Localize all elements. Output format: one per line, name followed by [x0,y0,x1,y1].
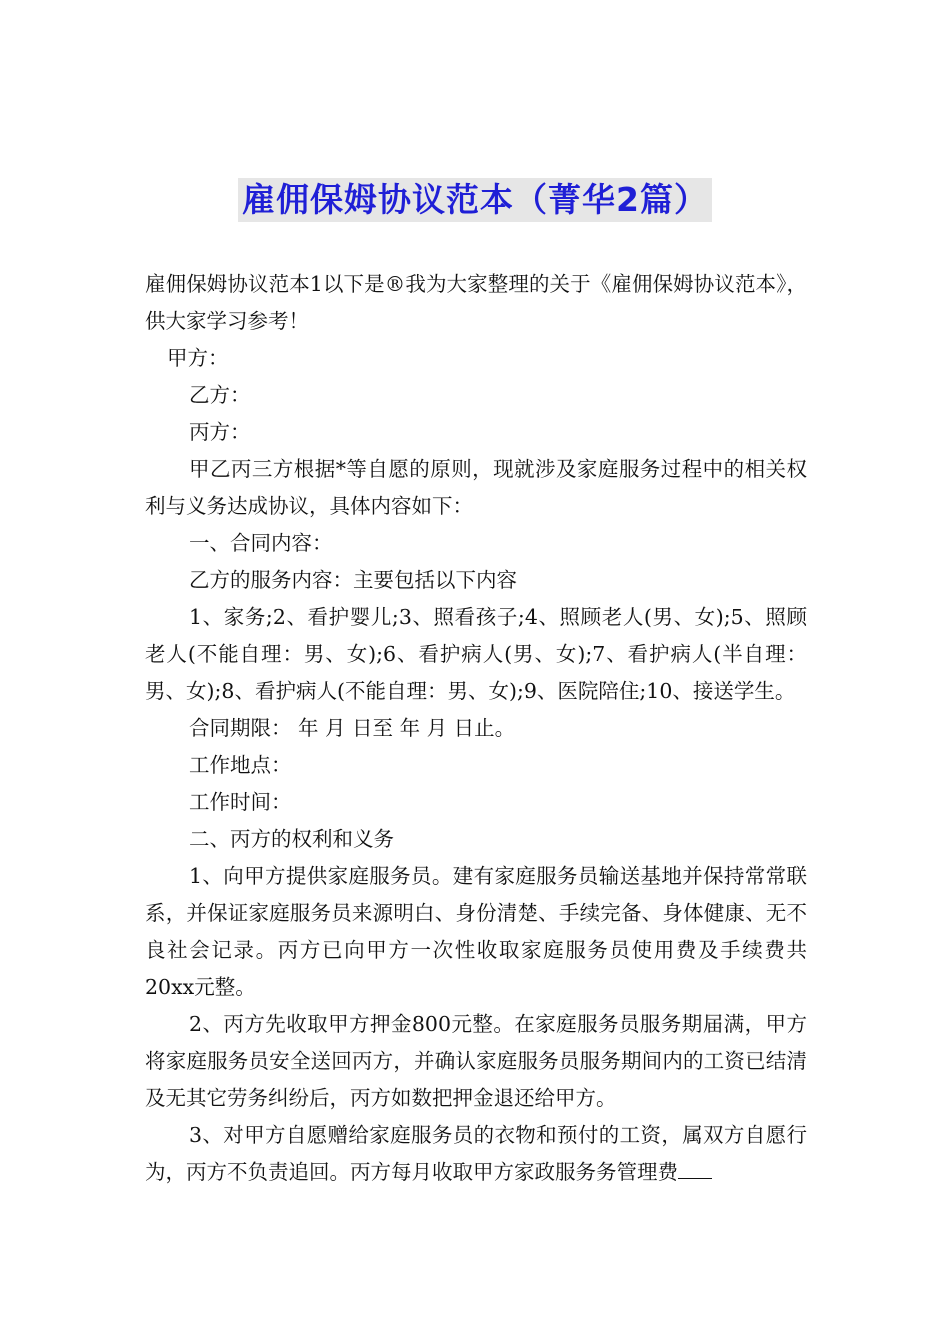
document-title: 雇佣保姆协议范本（菁华2篇） [238,178,712,222]
section-heading-1: 一、合同内容： [189,531,333,555]
paragraph-party-b: 乙方： [189,383,251,407]
paragraph-clause-2: 2、丙方先收取甲方押金800元整。在家庭服务员服务期届满，甲方将家庭服务员安全送回丙方，并确认家庭服务员服务期间内的工资已结清及无其它劳务纠纷后，丙方如数把押金退还给甲方。 [145,1012,807,1110]
title-container [0,178,950,222]
paragraph-preamble: 甲乙丙三方根据*等自愿的原则，现就涉及家庭服务过程中的相关权利与义务达成协议，具体内容如下： [145,457,807,518]
section-heading-2: 二、丙方的权利和义务 [189,827,394,851]
clause-3-text: 3、对甲方自愿赠给家庭服务员的衣物和预付的工资，属双方自愿行为，丙方不负责追回。丙方每月收取甲方家政服务务管理费 [145,1123,807,1184]
paragraph-contract-term: 合同期限： 年 月 日至 年 月 日止。 [189,716,516,740]
document-body [145,266,807,1191]
paragraph-party-c: 丙方： [189,420,251,444]
paragraph-work-time: 工作时间： [189,790,292,814]
paragraph-clause-1: 1、向甲方提供家庭服务员。建有家庭服务员输送基地并保持常常联系，并保证家庭服务员来源明白、身份清楚、手续完备、身体健康、无不良社会记录。丙方已向甲方一次性收取家庭服务员使用费及手续费共20xx元整。 [145,864,807,999]
paragraph-service-list: 1、家务;2、看护婴儿;3、照看孩子;4、照顾老人(男、女);5、照顾老人(不能自理：男、女);6、看护病人(男、女);7、看护病人(半自理：男、女);8、看护病人(不能自理：男、女);9、医院陪住;10、接送学生。 [145,605,807,703]
paragraph-work-place: 工作地点： [189,753,292,777]
paragraph-service-content: 乙方的服务内容：主要包括以下内容 [189,568,517,592]
paragraph-party-a: 甲方： [167,346,229,370]
paragraph-intro: 雇佣保姆协议范本1以下是®我为大家整理的关于《雇佣保姆协议范本》，供大家学习参考！ [145,272,807,333]
fill-in-blank-line [678,1156,712,1179]
paragraph-clause-3 [145,1117,807,1191]
